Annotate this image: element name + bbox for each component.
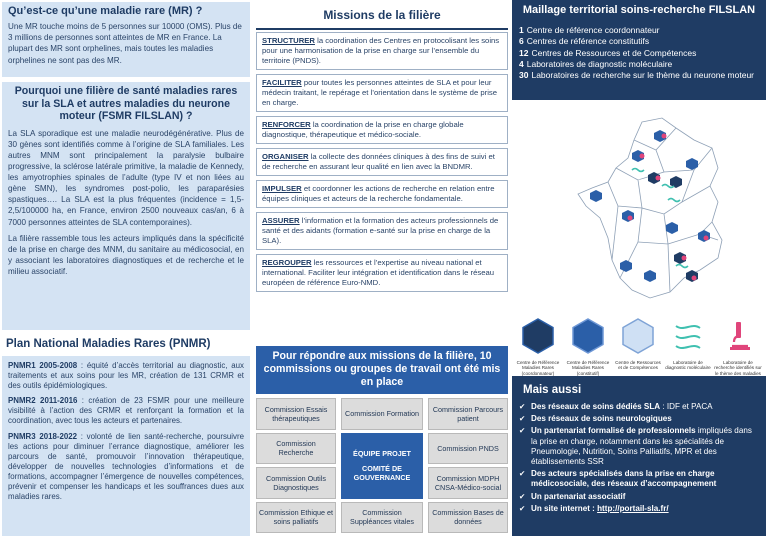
pnmr-item-label: PNMR2 2011-2016	[8, 396, 78, 406]
maillage-item	[519, 36, 759, 47]
maillage-item	[519, 70, 759, 81]
maillage-label: Centres de référence constitutifs	[526, 36, 650, 47]
mission-text: pour toutes les personnes atteintes de SLA et pour leur médecin traitant, le repérage et l’orientation dans le système de prise en charge.	[262, 78, 498, 107]
maladie-rare-title: Qu’est-ce qu’une maladie rare (MR) ?	[8, 5, 203, 17]
commission-essais: Commission Essais thérapeutiques	[256, 398, 336, 430]
legend-coord	[514, 318, 562, 376]
microscope-icon	[722, 318, 754, 354]
missions-list	[256, 32, 508, 296]
legend-labo-rech-label: Laboratoire de recherche identifiés sur le thème des maladies	[714, 360, 762, 376]
maillage-item	[519, 25, 759, 36]
research-lab-icon	[628, 216, 633, 221]
mission-item	[256, 32, 508, 70]
mais-aussi-item-bold: Des réseaux de soins dédiés SLA	[531, 402, 661, 411]
maillage-count: 4	[519, 58, 524, 69]
mais-aussi-item	[519, 414, 759, 424]
commission-outils: Commission Outils Diagnostiques	[256, 467, 336, 499]
pnmr-title: Plan National Maladies Rares (PNMR)	[6, 338, 211, 350]
legend-labo-diag	[664, 318, 712, 371]
mission-verb: RENFORCER	[262, 120, 311, 129]
legend-crc-label: Centre de Ressources et de Compétences	[615, 360, 661, 371]
maladie-rare-card	[2, 2, 250, 77]
commission-bases: Commission Bases de données	[428, 502, 508, 534]
maillage-item	[519, 48, 759, 59]
mission-text: les ressources et l’expertise au niveau national et international. Faciliter leur intégration et identification dans le réseau européen de référence Euro-NMD.	[262, 258, 495, 287]
maillage-count: 12	[519, 47, 529, 58]
hexagon-dark-icon	[522, 318, 554, 354]
legend-labo-rech	[714, 318, 762, 382]
maillage-count: 6	[519, 36, 524, 47]
commission-parcours: Commission Parcours patient	[428, 398, 508, 430]
mais-aussi-item-bold: Un partenariat associatif	[531, 491, 626, 501]
mission-verb: ASSURER	[262, 216, 300, 225]
mission-text: l’information et la formation des acteurs professionnels de santé et des aidants (formation e-santé sur la prise en charge de la SLA).	[262, 216, 499, 245]
site-label: Un site internet :	[531, 503, 598, 513]
pnmr-item	[8, 432, 244, 503]
commissions-grid	[256, 398, 508, 536]
pnmr-card	[2, 356, 250, 536]
pnmr-item	[8, 361, 244, 391]
mission-verb: IMPULSER	[262, 184, 302, 193]
missions-title: Missions de la filière	[256, 4, 508, 30]
maladie-rare-text: Une MR touche moins de 5 personnes sur 10000 (OMS). Plus de 3 millions de personnes sont atteintes de MR en France. La plupart des MR sont orphelines, mais toutes les maladies orphelines ne sont pas des MR.	[8, 22, 242, 65]
fsmr-card	[2, 82, 250, 330]
maillage-title: Maillage territorial soins-recherche FILSLAN	[522, 4, 756, 16]
mais-aussi-item-text: : IDF et PACA	[660, 402, 713, 411]
mission-item	[256, 116, 508, 144]
maillage-item	[519, 59, 759, 70]
research-lab-icon	[640, 154, 645, 159]
left-column	[0, 0, 252, 538]
mission-verb: REGROUPER	[262, 258, 312, 267]
research-lab-icon	[692, 276, 697, 281]
dna-icon	[672, 318, 704, 354]
mission-verb: FACILITER	[262, 78, 302, 87]
research-lab-icon	[662, 134, 667, 139]
maillage-card	[512, 0, 766, 100]
mission-verb: ORGANISER	[262, 152, 309, 161]
mission-text: et coordonner les actions de recherche en relation entre équipes cliniques et acteurs de la recherche fondamentale.	[262, 184, 495, 203]
pnmr-item-text: : équité d’accès territorial au diagnostic, aux traitements et aux soins pour les MR, création de 131 CRMR et des outils épidémiologiques.	[8, 361, 244, 391]
fsmr-paragraph-2: La filière rassemble tous les acteurs impliqués dans la spécificité de la prise en charge des MNM, du sanitaire au médicosocial, en y associant les laboratoires diagnostiques et de recherche et le milieu associatif.	[8, 233, 244, 276]
equipe-projet-box	[341, 433, 423, 499]
commission-mdph: Commission MDPH CNSA-Médico-social	[428, 467, 508, 499]
mission-item	[256, 254, 508, 292]
mais-aussi-item	[519, 402, 759, 412]
legend-constit-label: Centre de Référence Maladies Rares (constitutif)	[566, 360, 610, 376]
pnmr-item-text: : volonté de lien santé-recherche, poursuivre les actions pour diminuer l’errance diagnostique, améliorer les parcours de santé, promouvoir l’innovation thérapeutique, développer de nouvelles technologies d’informations et de formations, accompagner l’émergence de nouvelles compétences, prévenir et compenser les handicaps et les souffrances dues aux maladies rares.	[8, 431, 244, 502]
commission-pnds: Commission PNDS	[428, 433, 508, 465]
maillage-label: Centres de Ressources et de Compétences	[531, 47, 697, 58]
hexagon-light-icon	[622, 318, 654, 354]
pnmr-item-label: PNMR1 2005-2008	[8, 361, 78, 370]
map-legend	[512, 318, 766, 378]
equipe-projet-label: ÉQUIPE PROJET	[353, 449, 411, 458]
comite-gouvernance-label: COMITÉ DE GOUVERNANCE	[353, 464, 411, 482]
mission-item	[256, 74, 508, 112]
legend-coord-label: Centre de Référence Maladies Rares (coordonnateur)	[516, 360, 560, 376]
middle-column	[256, 0, 508, 538]
pnmr-item	[8, 396, 244, 426]
pnmr-item-text: : création de 23 FSMR pour une meilleure visibilité à l’action des CRMR et renforçant la formation et la coordination, avec tous les acteurs et partenaires.	[8, 396, 244, 426]
mais-aussi-item-text: impliqués dans la prise en charge, notamment dans les spécialités de Pneumologie, Nutrition, Soins Palliatifs, MPR et des établissements SSR	[531, 426, 752, 467]
mission-text: la coordination de la prise en charge globale diagnostique, thérapeutique et médico-sociale.	[262, 120, 464, 139]
mission-verb: STRUCTURER	[262, 36, 315, 45]
legend-constit	[564, 318, 612, 376]
mission-item	[256, 212, 508, 250]
mais-aussi-item	[519, 492, 759, 502]
legend-labo-diag-label: Laboratoire de diagnostic moléculaire	[665, 360, 711, 371]
research-lab-icon	[682, 256, 687, 261]
mission-item	[256, 180, 508, 208]
commission-suppleances: Commission Suppléances vitales	[341, 502, 423, 534]
research-lab-icon	[656, 176, 661, 181]
pnmr-item-label: PNMR3 2018-2022	[8, 431, 78, 441]
legend-crc	[614, 318, 662, 371]
site-link[interactable]: http://portail-sla.fr/	[597, 503, 669, 513]
commission-recherche: Commission Recherche	[256, 433, 336, 465]
fsmr-paragraph-1: La SLA sporadique est une maladie neurodégénérative. Plus de 30 gènes sont identifiés comme à l’origine de SLA familiales. Les autres MNM sont principalement la paralysie bulbaire progressive, la sclérose latérale primitive, la maladie de Kennedy, les amyotrophies spinales de l’adulte (type IV et non liées au gène SMN), les syndromes post-polio, les paraparésies spastiques…. La SLA est la plus fréquentes (incidence = 1,5-2,5/100000 ha, en France, environ 2500 nouveaux cas/an, 6 à 7000 personnes atteintes de SLA contemporaines).	[8, 128, 244, 227]
mission-text: la collecte des données cliniques à des fins de suivi et de recherche en assurant leur qualité en lien avec la BNDMR.	[262, 152, 495, 171]
maillage-count: 1	[519, 25, 524, 35]
mais-aussi-title: Mais aussi	[523, 384, 582, 396]
right-column	[512, 0, 768, 538]
mais-aussi-item-bold: Un partenariat formalisé de professionnels	[531, 426, 696, 436]
france-map	[572, 110, 732, 310]
commission-formation: Commission Formation	[341, 398, 423, 430]
hexagon-blue-icon	[572, 318, 604, 354]
mais-aussi-card	[512, 376, 766, 536]
mais-aussi-item-bold: Des acteurs spécialisés dans la prise en charge médicosociale, des réseaux d’accompagnement	[531, 469, 717, 489]
maillage-label: Centre de référence coordonnateur	[526, 25, 660, 35]
research-lab-icon	[704, 236, 709, 241]
commissions-banner: Pour répondre aux missions de la filière, 10 commissions ou groupes de travail ont été mis en place	[256, 346, 508, 394]
mais-aussi-item-bold: Des réseaux de soins neurologiques	[531, 414, 672, 424]
fsmr-title: Pourquoi une filière de santé maladies rares sur la SLA et autres maladies du neurone moteur (FSMR FILSLAN) ?	[14, 85, 238, 123]
mission-item	[256, 148, 508, 176]
mais-aussi-item	[519, 469, 759, 489]
maillage-label: Laboratoires de diagnostic moléculaire	[526, 58, 673, 69]
mission-text: la coordination des Centres en protocolisant les soins pour une harmonisation de la prise en charge sur l’ensemble du territoire (PNDS).	[262, 36, 500, 65]
mais-aussi-item	[519, 504, 759, 514]
commission-ethique: Commission Ethique et soins palliatifs	[256, 502, 336, 534]
maillage-label: Laboratoires de recherche sur le thème du neurone moteur	[531, 70, 755, 81]
mais-aussi-item	[519, 426, 759, 467]
maillage-count: 30	[519, 70, 529, 81]
